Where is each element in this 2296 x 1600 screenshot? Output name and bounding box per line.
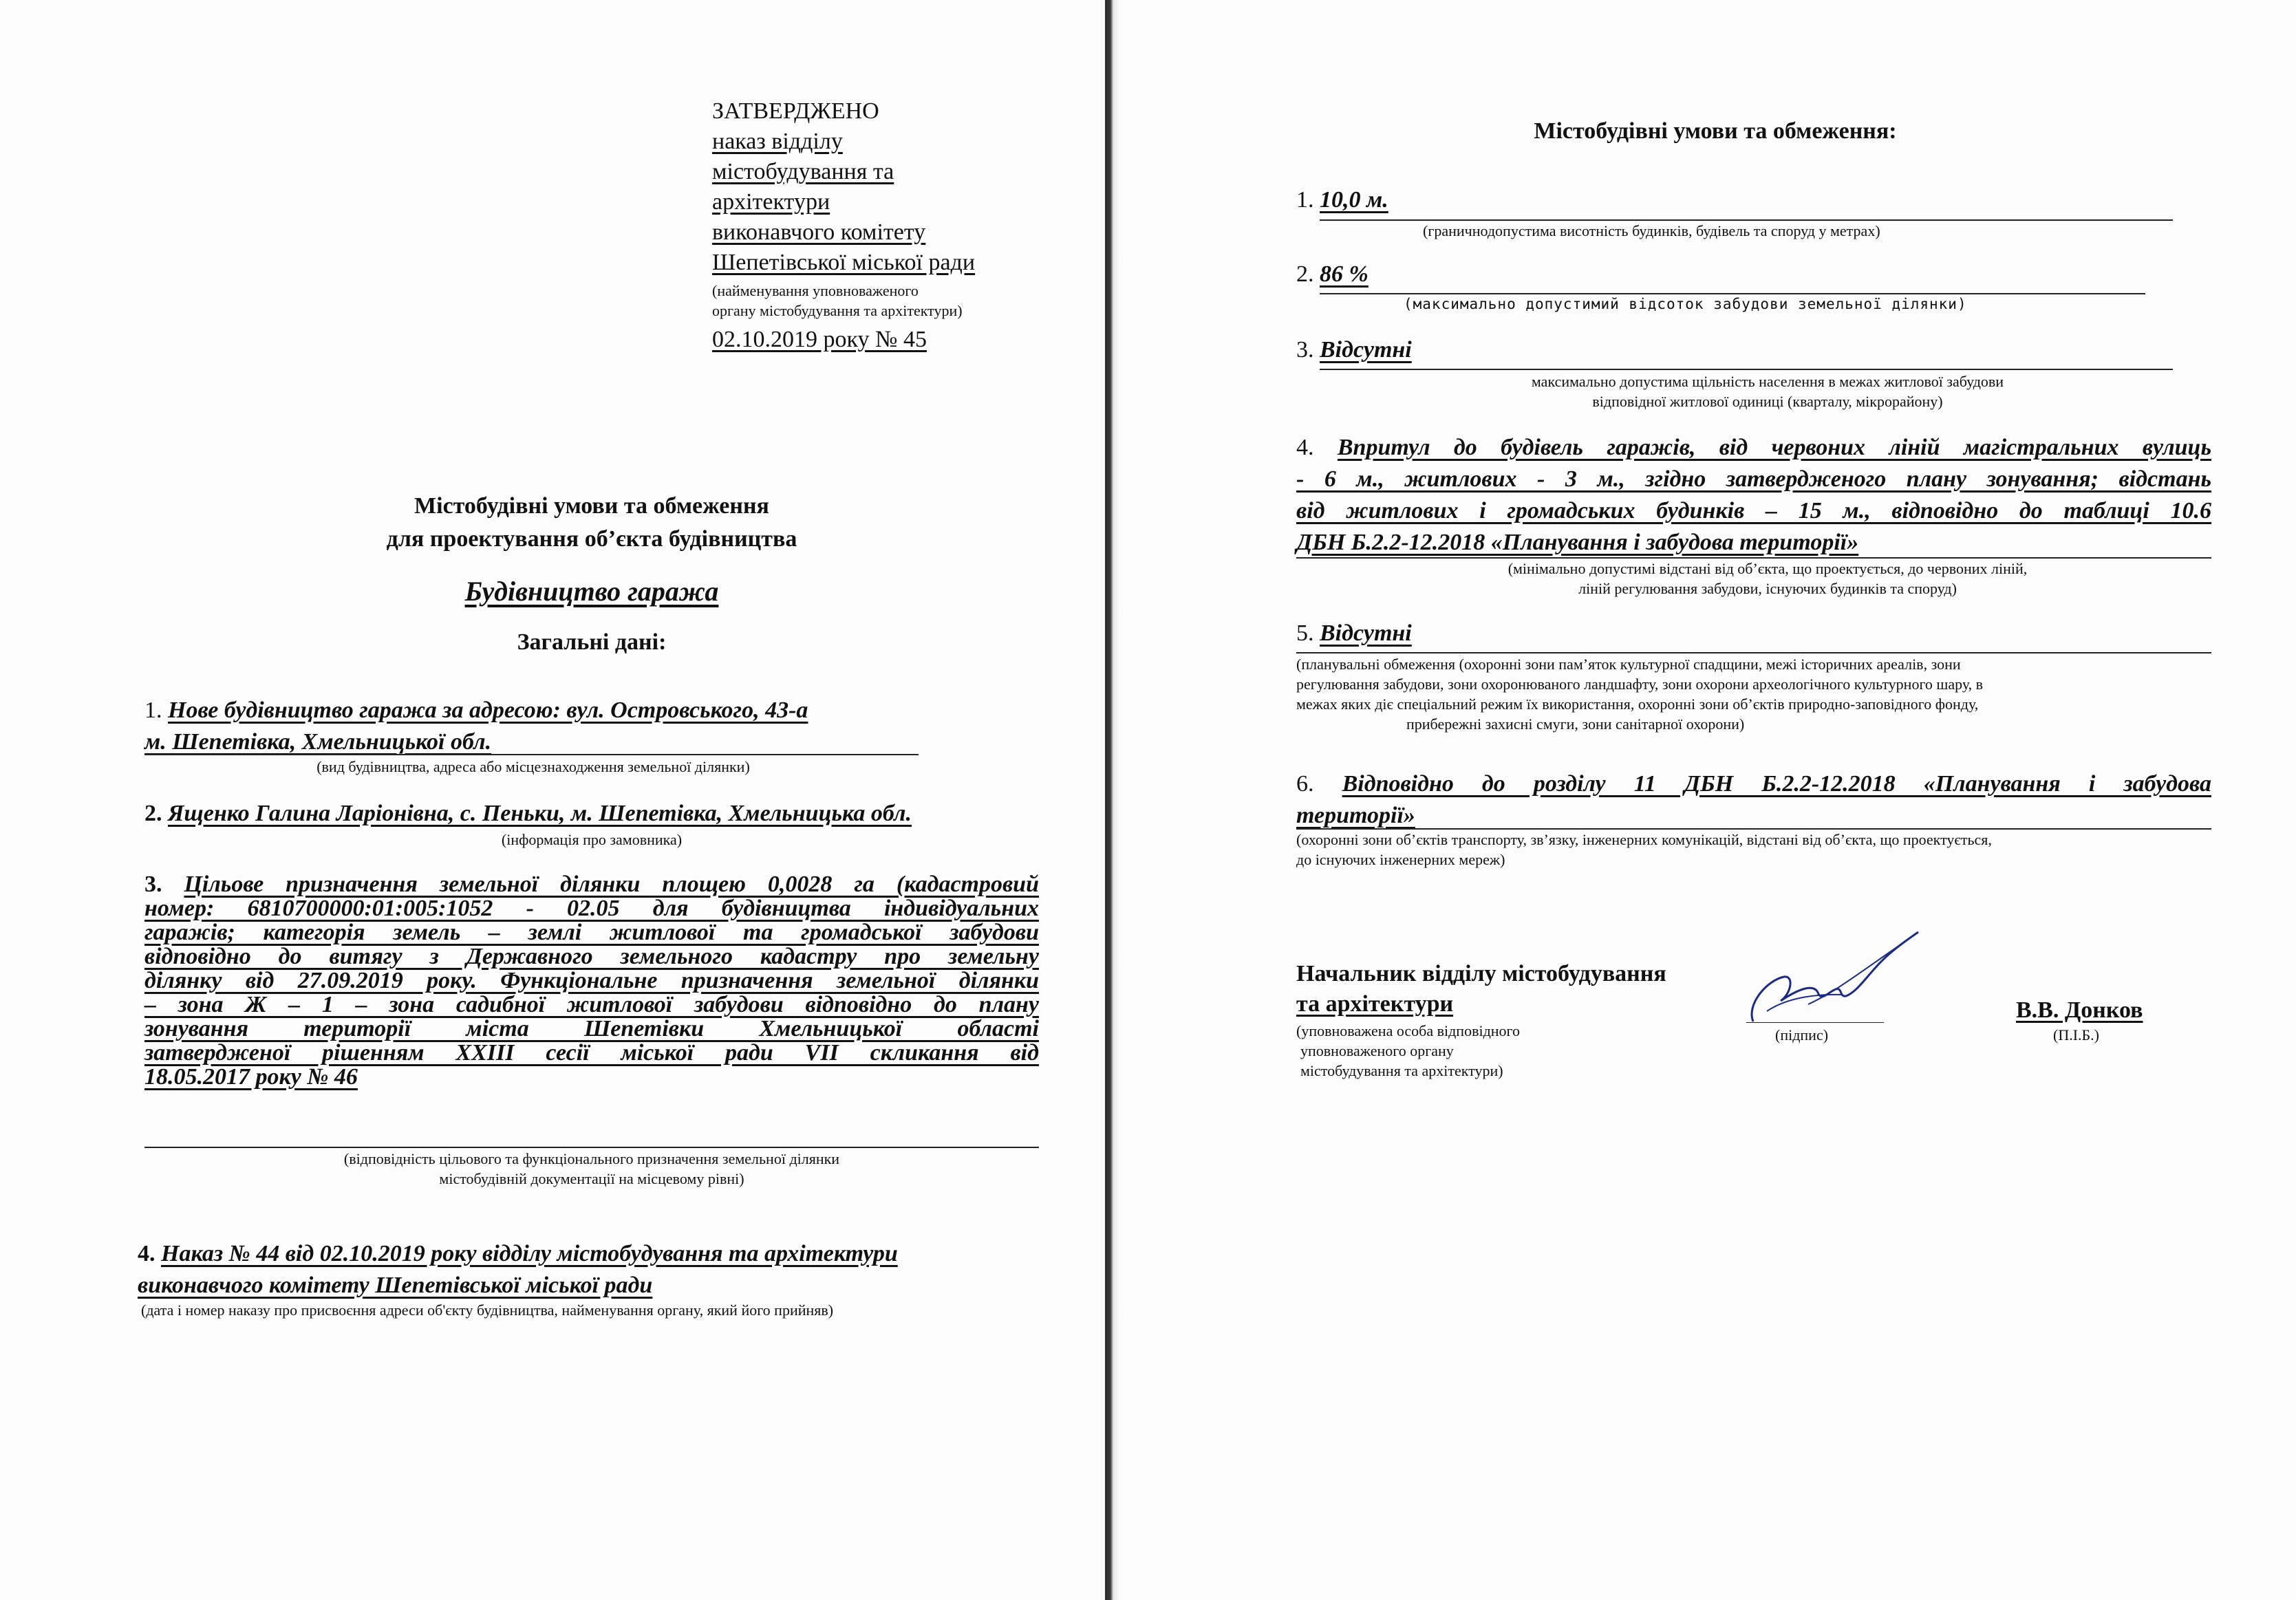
left-page: [0, 0, 1105, 1600]
condition-1: 1. 10,0 м.: [1296, 187, 1388, 213]
caption: (П.І.Б.): [2053, 1026, 2099, 1044]
underline: [1320, 293, 2145, 294]
caption: (планувальні обмеження (охоронні зони пам’яток культурної спадщини, межі історичних ареалів, зони регулювання забудови, зони охоронюваного ландшафту, зони охорони археологічного культурного шару, в межах яких діє спеціальний режим їх використання, охоронні зони об’єктів природно-заповідного фонду, прибережні захисні смуги, зони санітарної охорони): [1296, 656, 1984, 733]
approval-line: наказ відділу: [712, 129, 843, 154]
underline: [1320, 369, 2173, 370]
conditions-heading: Містобудівні умови та обмеження:: [1534, 118, 1897, 144]
condition-2: 2. 86 %: [1296, 261, 1369, 287]
max-height-value: 10,0 м.: [1320, 187, 1388, 213]
caption: (вид будівництва, адреса або місцезнаходження земельної ділянки): [316, 758, 750, 775]
condition-5: 5. Відсутні: [1296, 620, 1412, 646]
approval-line: Шепетівської міської ради: [712, 250, 976, 275]
condition-3: 3. Відсутні: [1296, 337, 1412, 363]
caption: (мінімально допустимі відстані від об’єкта, що проектується, до червоних ліній, ліній регулювання забудови, існуючих будинків та споруд): [1508, 560, 2028, 597]
handwritten-signature: [1726, 929, 1932, 1032]
caption: (граничнодопустима висотність будинків, будівель та споруд у метрах): [1423, 222, 1880, 239]
caption: (охоронні зони об’єктів транспорту, зв’язку, інженерних комунікацій, відстані від об’єкта, що проектується, до існуючих інженерних мереж): [1296, 831, 1992, 868]
underline: [1296, 652, 2211, 653]
planning-restrictions-value: Відсутні: [1320, 620, 1412, 646]
signature-line: [1746, 1022, 1884, 1023]
approval-line: архітектури: [712, 189, 830, 215]
condition-6: 6. Відповідно до розділу 11 ДБН Б.2.2-12.2018 «Планування і забудова території»: [1296, 771, 2212, 828]
underline: [144, 1147, 1039, 1148]
caption: (максимально допустимий відсоток забудови земельної ділянки): [1404, 296, 1967, 312]
population-density-value: Відсутні: [1320, 337, 1412, 363]
caption: (дата і номер наказу про присвоєння адреси об'єкту будівництва, найменування органу, який його прийняв): [141, 1301, 834, 1319]
underline: [144, 754, 919, 755]
approval-title: ЗАТВЕРДЖЕНО: [712, 98, 879, 124]
general-data-heading: Загальні дані:: [517, 629, 667, 655]
signatory-name: В.В. Донков: [2016, 997, 2143, 1023]
caption: (підпис): [1775, 1026, 1829, 1044]
customer-info: Ященко Галина Ларіонівна, с. Пеньки, м. Шепетівка, Хмельницька обл.: [168, 801, 912, 826]
caption: (уповноважена особа відповідного уповноваженого органу містобудування та архітектури): [1296, 1022, 1521, 1079]
general-item-1: 1. Нове будівництво гаража за адресою: вул. Островського, 43-а м. Шепетівка, Хмельницької обл.: [144, 698, 808, 755]
caption: (інформація про замовника): [501, 831, 683, 848]
construction-type-address: Нове будівництво гаража за адресою: вул. Островського, 43-а: [168, 698, 808, 723]
document-heading: Містобудівні умови та обмеження для проектування об’єкта будівництва: [386, 493, 797, 552]
page-gutter: [1105, 0, 1120, 1600]
caption: максимально допустима щільність населення в межах житлової забудови відповідної житлової одиниці (кварталу, мікрорайону): [1531, 373, 2004, 410]
approval-line: виконавчого комітету: [712, 219, 926, 245]
general-item-2: 2. Ященко Галина Ларіонівна, с. Пеньки, м. Шепетівка, Хмельницька обл.: [144, 801, 912, 826]
condition-4: 4. Впритул до будівель гаражів, від червоних ліній магістральних вулиць - 6 м., житлових - 3 м., згідно затвердженого плану зонування; відстань від житлових і громадських будинків – 15 м., відповідно до таблиці 10.6 ДБН Б.2.2-12.2018 «Планування і забудова території»: [1296, 435, 2211, 555]
right-page: [1120, 0, 2296, 1600]
caption: (відповідність цільового та функціонального призначення земельної ділянки містобудівній документації на місцевому рівні): [343, 1150, 840, 1187]
object-name: Будівництво гаража: [464, 576, 719, 607]
approval-date: 02.10.2019 року № 45: [712, 327, 927, 352]
build-percentage-value: 86 %: [1320, 261, 1369, 287]
general-item-4: 4. Наказ № 44 від 02.10.2019 року відділу містобудування та архітектури виконавчого комітету Шепетівської міської ради: [138, 1241, 898, 1298]
approval-note: (найменування уповноваженого органу містобудування та архітектури): [712, 282, 963, 319]
general-item-3: 3. Цільове призначення земельної ділянки площею 0,0028 га (кадастровий номер: 6810700000:01:005:1052 - 02.05 для будівництва індивідуальних гаражів; категорія земель – землі житлової та громадської забудови відповідно до витягу з Державного земельного кадастру про земельну ділянку від 27.09.2019 року. Функціональне призначення земельної ділянки – зона Ж – 1 – зона садибної житлової забудови відповідно до плану зонування території міста Шепетівки Хмельницької області затвердженої рішенням XXIII сесії міської ради VII скликання від 18.05.2017 року № 46: [144, 872, 1039, 1090]
approval-block: [712, 96, 975, 355]
signatory-position: Начальник відділу містобудування та архітектури: [1296, 961, 1666, 1017]
approval-line: містобудування та: [712, 159, 894, 184]
